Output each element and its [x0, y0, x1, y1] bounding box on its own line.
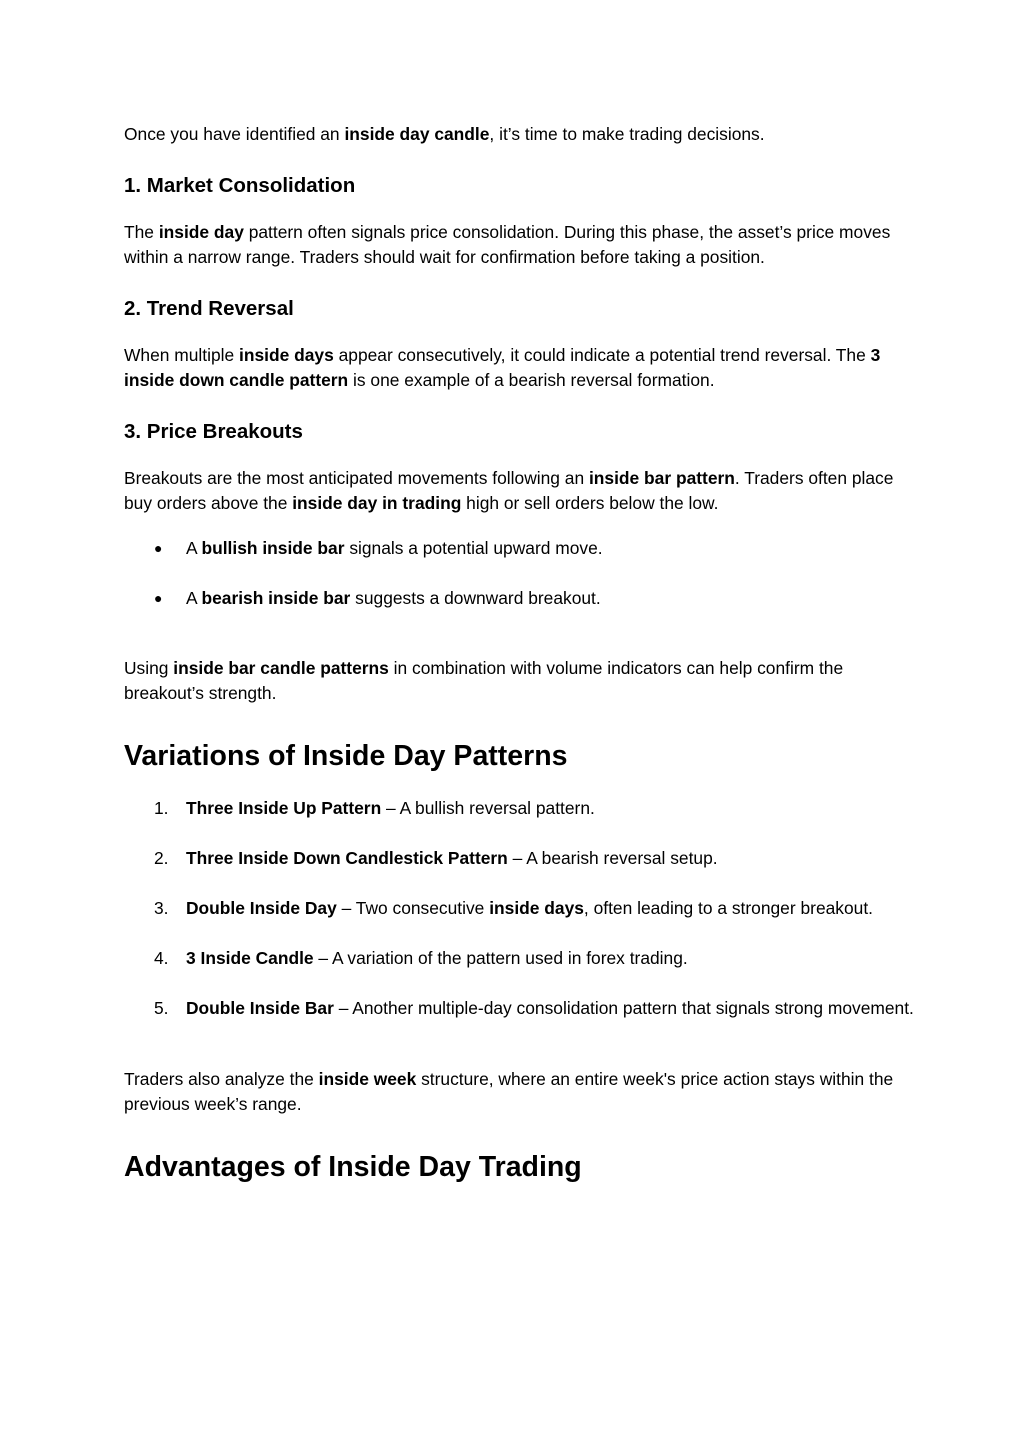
- list-item: 4. 3 Inside Candle – A variation of the pattern used in forex trading.: [124, 946, 914, 971]
- document-page: [124, 120, 914, 1185]
- heading-price-breakouts: 3. Price Breakouts: [124, 420, 303, 443]
- intro-paragraph: Once you have identified an inside day candle, it’s time to make trading decisions.: [124, 124, 765, 144]
- list-item: 5. Double Inside Bar – Another multiple-day consolidation pattern that signals strong movement.: [124, 996, 914, 1021]
- volume-paragraph: Using inside bar candle patterns in combination with volume indicators can help confirm the breakout’s strength.: [124, 658, 844, 703]
- heading-variations: Variations of Inside Day Patterns: [124, 740, 568, 772]
- list-item: 1. Three Inside Up Pattern – A bullish reversal pattern.: [124, 796, 914, 821]
- price-breakouts-paragraph: Breakouts are the most anticipated movements following an inside bar pattern. Traders often place buy orders above the inside day in trading high or sell orders below the low.: [124, 468, 894, 513]
- list-item: ● A bullish inside bar signals a potential upward move.: [124, 536, 914, 561]
- intro-bold: inside day candle: [344, 124, 490, 144]
- heading-trend-reversal: 2. Trend Reversal: [124, 297, 294, 320]
- list-number: 2.: [154, 848, 169, 868]
- bullet-marker: ●: [154, 590, 163, 606]
- heading-advantages: Advantages of Inside Day Trading: [124, 1151, 582, 1183]
- list-item: ● A bearish inside bar suggests a downward breakout.: [124, 586, 914, 611]
- list-item: 2. Three Inside Down Candlestick Pattern – A bearish reversal setup.: [124, 846, 914, 871]
- list-number: 1.: [154, 798, 169, 818]
- breakout-bullet-list: [124, 536, 914, 611]
- list-number: 3.: [154, 898, 169, 918]
- heading-market-consolidation: 1. Market Consolidation: [124, 174, 356, 197]
- trend-reversal-paragraph: When multiple inside days appear consecutively, it could indicate a potential trend reversal. The 3 inside down candle pattern is one example of a bearish reversal formation.: [124, 345, 881, 390]
- inside-week-paragraph: Traders also analyze the inside week structure, where an entire week's price action stays within the previous week’s range.: [124, 1069, 894, 1114]
- market-consolidation-paragraph: The inside day pattern often signals price consolidation. During this phase, the asset’s price moves within a narrow range. Traders should wait for confirmation before taking a position.: [124, 222, 891, 267]
- list-item: 3. Double Inside Day – Two consecutive inside days, often leading to a stronger breakout.: [124, 896, 914, 921]
- list-number: 4.: [154, 948, 169, 968]
- bullet-marker: ●: [154, 540, 163, 556]
- list-number: 5.: [154, 998, 169, 1018]
- variations-numbered-list: [124, 796, 914, 1021]
